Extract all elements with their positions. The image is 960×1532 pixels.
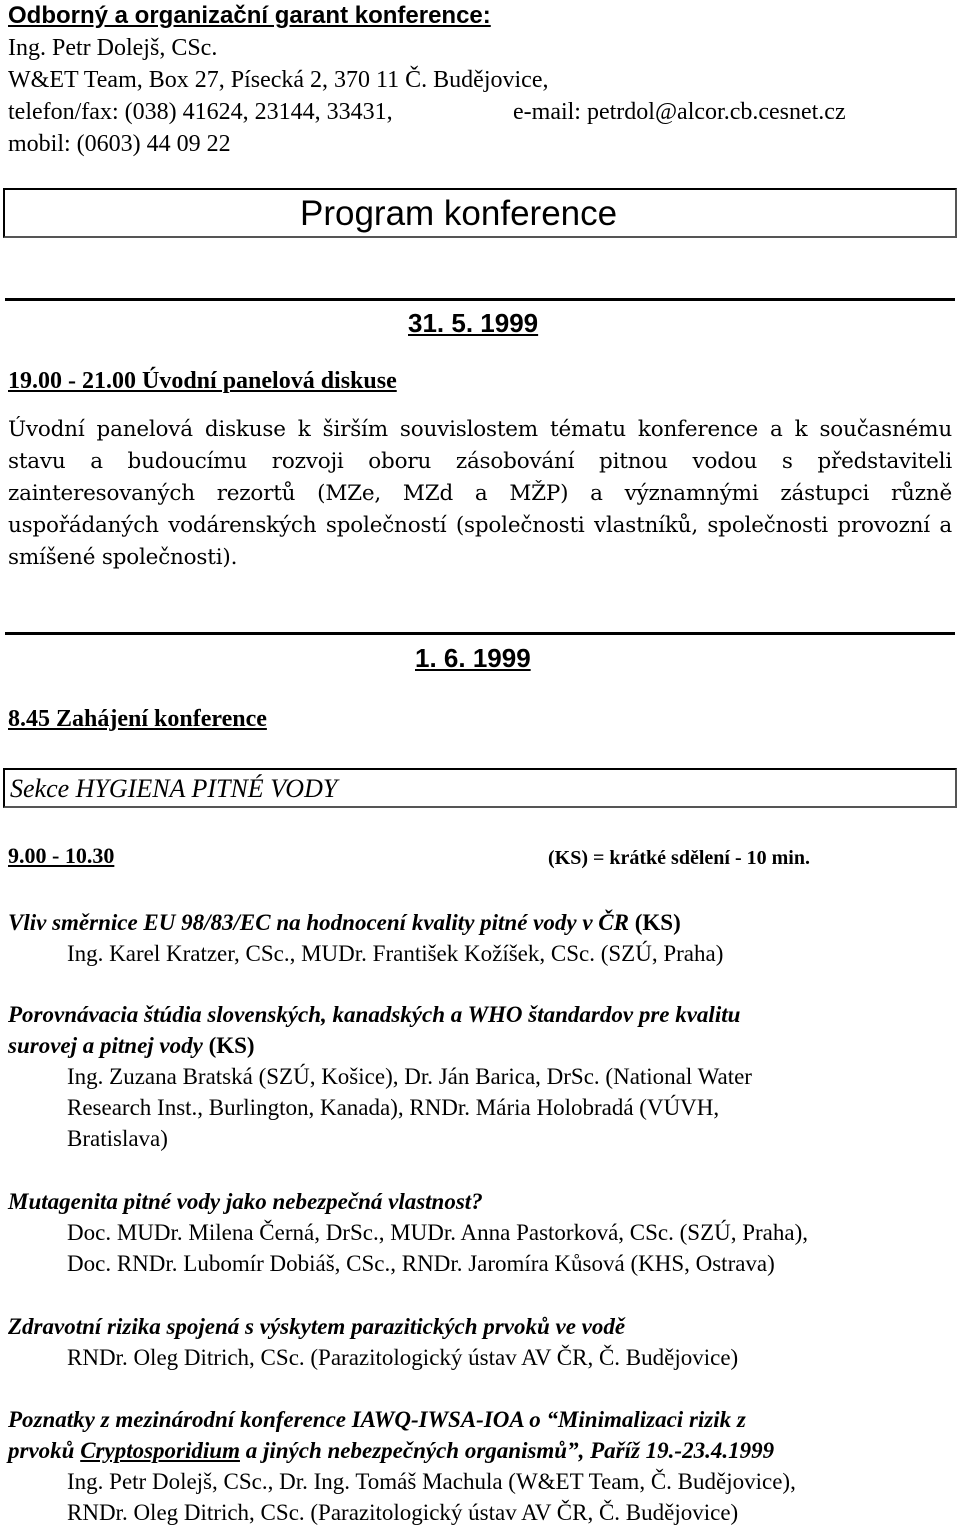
organizer-phone: telefon/fax: (038) 41624, 23144, 33431,	[8, 99, 393, 125]
ks-tag: (KS)	[634, 910, 681, 935]
section-box	[3, 768, 957, 808]
program-title-box	[3, 188, 957, 238]
talk-title: Zdravotní rizika spojená s výskytem parazitických prvoků ve vodě	[8, 1314, 626, 1339]
talk-title: Vliv směrnice EU 98/83/EC na hodnocení kvality pitné vody v ČR (KS)	[8, 910, 681, 935]
talk-authors: Ing. Petr Dolejš, CSc., Dr. Ing. Tomáš Machula (W&ET Team, Č. Budějovice), RNDr. Oleg Ditrich, CSc. (Parazitologický ústav AV ČR, Č. Budějovice)	[67, 1469, 796, 1525]
talk-item	[8, 1311, 738, 1373]
day1-divider	[5, 298, 955, 301]
section-title: Sekce HYGIENA PITNÉ VODY	[10, 774, 338, 803]
day1-description: Úvodní panelová diskuse k širším souvislostem tématu konference a k současnému stavu a budoucímu rozvoji oboru zásobování pitnou vodou s představiteli zainteresovaných rezortů (MZe, MZd a MŽP) a významnými zástupci různě uspořádaných vodárenských společností (společnosti vlastníků, společnosti provozní a smíšené společnosti).	[8, 417, 952, 570]
organizer-email[interactable]: e-mail: petrdol@alcor.cb.cesnet.cz	[513, 99, 846, 125]
talk-item	[8, 1186, 808, 1279]
talk-authors: RNDr. Oleg Ditrich, CSc. (Parazitologický ústav AV ČR, Č. Budějovice)	[67, 1345, 739, 1370]
organizer-block	[8, 0, 846, 160]
organizer-address: W&ET Team, Box 27, Písecká 2, 370 11 Č. Budějovice,	[8, 67, 549, 93]
program-title: Program konference	[300, 194, 618, 233]
talk-title: Poznatky z mezinárodní konference IAWQ-IWSA-IOA o “Minimalizaci rizik z prvoků Cryptosporidium a jiných nebezpečných organismů”, Paříž 19.-23.4.1999	[8, 1407, 775, 1463]
day2-divider	[5, 632, 955, 635]
day2-date: 1. 6. 1999	[415, 643, 531, 673]
day1-session-heading: 19.00 - 21.00 Úvodní panelová diskuse	[8, 368, 397, 394]
talk-authors: Ing. Zuzana Bratská (SZÚ, Košice), Dr. Ján Barica, DrSc. (National Water Research Inst., Burlington, Kanada), RNDr. Mária Holobradá (VÚVH, Bratislava)	[67, 1064, 752, 1151]
organizer-mobile: mobil: (0603) 44 09 22	[8, 131, 231, 157]
talk-item	[8, 907, 723, 969]
cryptosporidium-term: Cryptosporidium	[80, 1438, 240, 1463]
ks-tag: (KS)	[208, 1033, 255, 1058]
talk-authors: Doc. MUDr. Milena Černá, DrSc., MUDr. Anna Pastorková, CSc. (SZÚ, Praha), Doc. RNDr. Lubomír Dobiáš, CSc., RNDr. Jaromíra Kůsová (KHS, Ostrava)	[67, 1220, 809, 1276]
talk-title: Mutagenita pitné vody jako nebezpečná vlastnost?	[8, 1189, 483, 1214]
time-range: 9.00 - 10.30	[8, 843, 115, 868]
talk-authors: Ing. Karel Kratzer, CSc., MUDr. František Kožíšek, CSc. (SZÚ, Praha)	[67, 941, 724, 966]
talk-title: Porovnávacia štúdia slovenských, kanadských a WHO štandardov pre kvalitu surovej a pitnej vody (KS)	[8, 1002, 741, 1058]
talk-item	[8, 999, 752, 1154]
organizer-heading: Odborný a organizační garant konference:	[8, 2, 491, 29]
talk-item	[8, 1404, 796, 1528]
organizer-name: Ing. Petr Dolejš, CSc.	[8, 35, 218, 61]
opening-heading: 8.45 Zahájení konference	[8, 706, 267, 732]
day1-date: 31. 5. 1999	[408, 308, 539, 338]
ks-note: (KS) = krátké sdělení - 10 min.	[548, 847, 810, 869]
